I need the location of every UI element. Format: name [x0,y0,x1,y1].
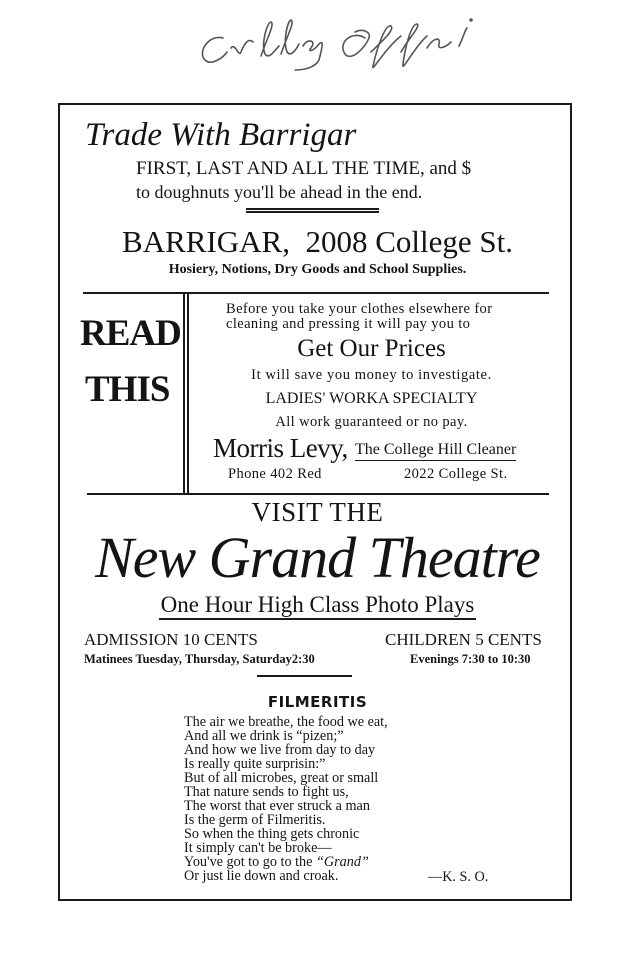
poem-line-prefix: You've got to go to the [184,854,316,870]
theatre-tagline [0,592,635,618]
poem-line: Or just lie down and croak. [184,868,339,884]
read-label: READ [80,313,181,354]
barrigar-slogan-line1: FIRST, LAST AND ALL THE TIME, and $ [136,158,472,179]
barrigar-headline: Trade With Barrigar [85,117,357,153]
barrigar-goods: Hosiery, Notions, Dry Goods and School Supplies. [168,262,467,277]
theatre-name: New Grand Theatre [95,525,540,590]
proprietor-name: Morris Levy, [213,433,348,463]
double-rule-bottom [246,211,379,213]
poem-line: It simply can't be broke— [184,840,332,856]
get-prices-headline: Get Our Prices [297,335,446,362]
poem-line: So when the thing gets chronic [184,826,360,842]
this-label: THIS [85,369,170,410]
children-price: CHILDREN 5 CENTS [385,630,542,649]
ladies-specialty: LADIES' WORKA SPECIALTY [265,390,478,407]
double-rule-top [246,208,379,210]
cleaner-intro [226,302,492,332]
divider-barrigar-cleaner [83,292,549,294]
double-vertical-rule-right [187,293,189,494]
poem-line: The air we breathe, the food we eat, [184,714,388,730]
matinee-schedule: Matinees Tuesday, Thursday, Saturday2:30 [84,652,315,666]
handwritten-signature [195,8,565,78]
poem-line: Is the germ of Filmeritis. [184,812,326,828]
cleaner-address: 2022 College St. [404,466,508,482]
divider-cleaner-theatre [87,493,549,495]
poem-title: FILMERITIS [267,693,368,711]
poem-author: —K. S. O. [428,869,489,885]
poem-line [184,855,388,869]
cleaner-intro-line1: Before you take your clothes elsewhere for [226,301,493,317]
evening-schedule: Evenings 7:30 to 10:30 [410,652,531,666]
double-vertical-rule-left [183,293,185,494]
admission-price: ADMISSION 10 CENTS [84,630,258,649]
poem-line: And all we drink is “pizen;” [184,728,344,744]
poem-body [184,715,388,883]
poem-line: That nature sends to fight us, [184,784,349,800]
barrigar-name-address: BARRIGAR, 2008 College St. [122,224,513,259]
poem-line: But of all microbes, great or small [184,770,379,786]
cleaner-intro-line2: cleaning and pressing it will pay you to [226,316,471,332]
divider-theatre-poem [257,675,352,677]
poem-line: The worst that ever struck a man [184,798,370,814]
poem-line: And how we live from day to day [184,742,376,758]
barrigar-slogan-line2: to doughnuts you'll be ahead in the end. [136,182,423,202]
theatre-tagline-text: One Hour High Class Photo Plays [159,592,477,620]
visit-the-heading: VISIT THE [251,497,384,527]
phone-number: Phone 402 Red [228,466,322,482]
poem-grand-italic: “Grand” [315,854,369,870]
guarantee-line: All work guaranteed or no pay. [275,414,468,430]
poem-line: Is really quite surprisin:” [184,756,326,772]
business-name: The College Hill Cleaner [355,441,516,461]
save-money-line: It will save you money to investigate. [251,367,492,383]
